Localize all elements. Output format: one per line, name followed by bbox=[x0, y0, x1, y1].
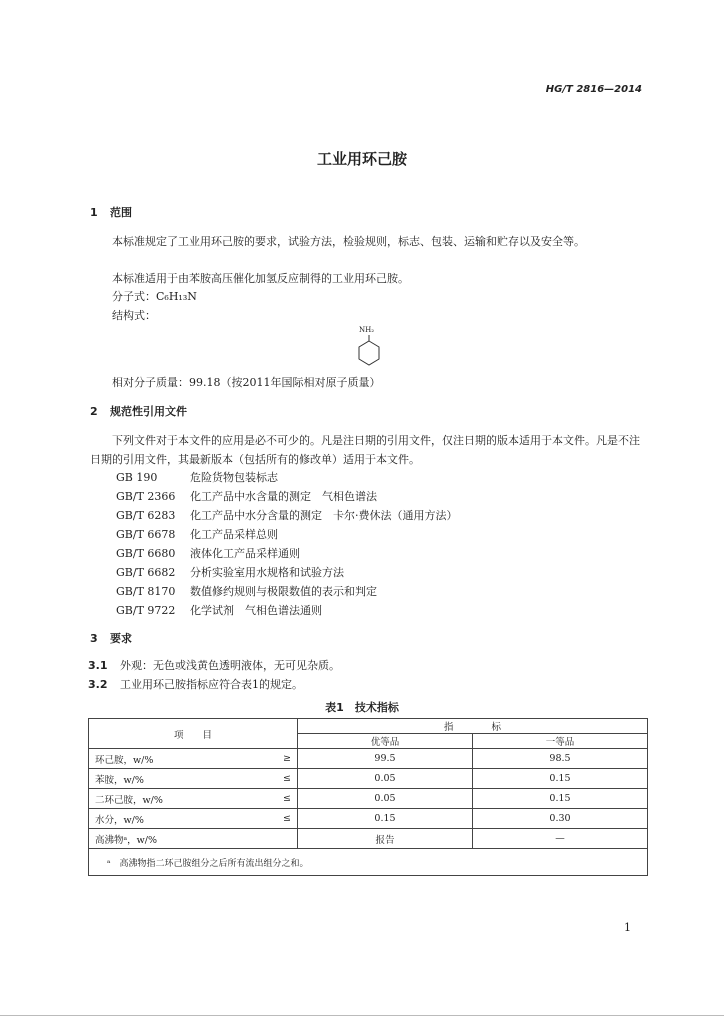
row-superior: 0.05 bbox=[298, 789, 473, 809]
reference-code: GB/T 6678 bbox=[116, 528, 176, 541]
table-row bbox=[89, 749, 648, 769]
row-operator: ≤ bbox=[269, 809, 298, 829]
header-index: 指 标 bbox=[298, 719, 648, 734]
molecular-formula bbox=[112, 288, 197, 304]
reference-code: GB/T 6680 bbox=[116, 547, 176, 560]
reference-item bbox=[116, 507, 458, 523]
header-item: 项 目 bbox=[89, 719, 298, 749]
standard-number: HG/T 2816—2014 bbox=[545, 84, 642, 95]
clause-3-2 bbox=[88, 676, 303, 692]
molecular-mass: 相对分子质量：99.18（按2011年国际相对原子质量） bbox=[112, 376, 381, 389]
reference-item bbox=[116, 602, 322, 618]
reference-code: GB/T 9722 bbox=[116, 604, 176, 617]
reference-item bbox=[116, 469, 278, 485]
section-number: 2 bbox=[90, 405, 98, 418]
page-bottom-rule bbox=[0, 1015, 724, 1016]
table-row bbox=[89, 769, 648, 789]
amine-group-label: NH₂ bbox=[359, 326, 375, 334]
scope-paragraph: 本标准规定了工业用环己胺的要求，试验方法，检验规则，标志、包装、运输和贮存以及安全等。 bbox=[112, 235, 585, 248]
reference-item bbox=[116, 526, 278, 542]
header-superior: 优等品 bbox=[298, 734, 473, 749]
row-superior: 0.05 bbox=[298, 769, 473, 789]
section-1-heading bbox=[90, 204, 132, 220]
document-title: 工业用环己胺 bbox=[316, 150, 407, 168]
section-3-heading bbox=[90, 630, 132, 646]
clause-text: 外观：无色或浅黄色透明液体，无可见杂质。 bbox=[120, 659, 340, 672]
section-title: 规范性引用文件 bbox=[110, 405, 187, 418]
section-number: 1 bbox=[90, 206, 98, 219]
row-name: 环己胺，w/% bbox=[89, 749, 270, 769]
section-number: 3 bbox=[90, 632, 98, 645]
row-first: 98.5 bbox=[473, 749, 648, 769]
row-first: — bbox=[473, 829, 648, 849]
clause-3-1 bbox=[88, 657, 340, 673]
row-name: 水分，w/% bbox=[89, 809, 270, 829]
reference-title: 化工产品中水含量的测定 气相色谱法 bbox=[190, 490, 377, 503]
reference-title: 数值修约规则与极限数值的表示和判定 bbox=[190, 585, 377, 598]
table-row bbox=[89, 809, 648, 829]
structure-label: 结构式： bbox=[112, 309, 156, 322]
row-name: 高沸物ᵃ，w/% bbox=[89, 829, 270, 849]
row-name: 二环己胺，w/% bbox=[89, 789, 270, 809]
reference-item bbox=[116, 583, 377, 599]
clause-number: 3.2 bbox=[88, 678, 108, 691]
reference-code: GB/T 6682 bbox=[116, 566, 176, 579]
reference-item bbox=[116, 564, 344, 580]
row-name: 苯胺，w/% bbox=[89, 769, 270, 789]
row-superior: 报告 bbox=[298, 829, 473, 849]
applicability-paragraph: 本标准适用于由苯胺高压催化加氢反应制得的工业用环己胺。 bbox=[112, 272, 409, 285]
table-row bbox=[89, 829, 648, 849]
reference-item bbox=[116, 545, 300, 561]
row-operator: ≤ bbox=[269, 789, 298, 809]
reference-code: GB 190 bbox=[116, 471, 158, 484]
clause-number: 3.1 bbox=[88, 659, 108, 672]
row-first: 0.30 bbox=[473, 809, 648, 829]
table-footnote: ᵃ 高沸物指二环己胺组分之后所有流出组分之和。 bbox=[89, 849, 648, 876]
cyclohexane-ring-icon bbox=[355, 335, 385, 369]
row-operator bbox=[269, 829, 298, 849]
molecular-formula-label: 分子式： bbox=[112, 290, 156, 303]
technical-index-table bbox=[88, 718, 648, 876]
table-footnote-row bbox=[89, 849, 648, 876]
references-intro: 下列文件对于本文件的应用是必不可少的。凡是注日期的引用文件，仅注日期的版本适用于本文件。凡是不注日期的引用文件，其最新版本（包括所有的修改单）适用于本文件。 bbox=[90, 434, 640, 466]
header-first: 一等品 bbox=[473, 734, 648, 749]
reference-title: 危险货物包装标志 bbox=[190, 471, 278, 484]
reference-title: 液体化工产品采样通则 bbox=[190, 547, 300, 560]
row-first: 0.15 bbox=[473, 789, 648, 809]
section-2-heading bbox=[90, 403, 187, 419]
section-title: 要求 bbox=[110, 632, 132, 645]
reference-code: GB/T 6283 bbox=[116, 509, 176, 522]
reference-code: GB/T 2366 bbox=[116, 490, 176, 503]
row-operator: ≥ bbox=[269, 749, 298, 769]
table-caption: 表1 技术指标 bbox=[325, 701, 399, 714]
reference-title: 化学试剂 气相色谱法通则 bbox=[190, 604, 322, 617]
table-row bbox=[89, 789, 648, 809]
clause-text: 工业用环己胺指标应符合表1的规定。 bbox=[120, 678, 303, 691]
row-operator: ≤ bbox=[269, 769, 298, 789]
section-title: 范围 bbox=[110, 206, 132, 219]
page-number: 1 bbox=[624, 921, 631, 934]
row-superior: 99.5 bbox=[298, 749, 473, 769]
row-first: 0.15 bbox=[473, 769, 648, 789]
reference-item bbox=[116, 488, 377, 504]
reference-title: 化工产品中水分含量的测定 卡尔·费休法（通用方法） bbox=[190, 509, 458, 522]
row-superior: 0.15 bbox=[298, 809, 473, 829]
molecular-formula-value: C₆H₁₃N bbox=[156, 290, 197, 303]
table-header-row bbox=[89, 719, 648, 734]
reference-code: GB/T 8170 bbox=[116, 585, 176, 598]
reference-title: 分析实验室用水规格和试验方法 bbox=[190, 566, 344, 579]
reference-title: 化工产品采样总则 bbox=[190, 528, 278, 541]
cyclohexylamine-structure bbox=[355, 326, 385, 370]
